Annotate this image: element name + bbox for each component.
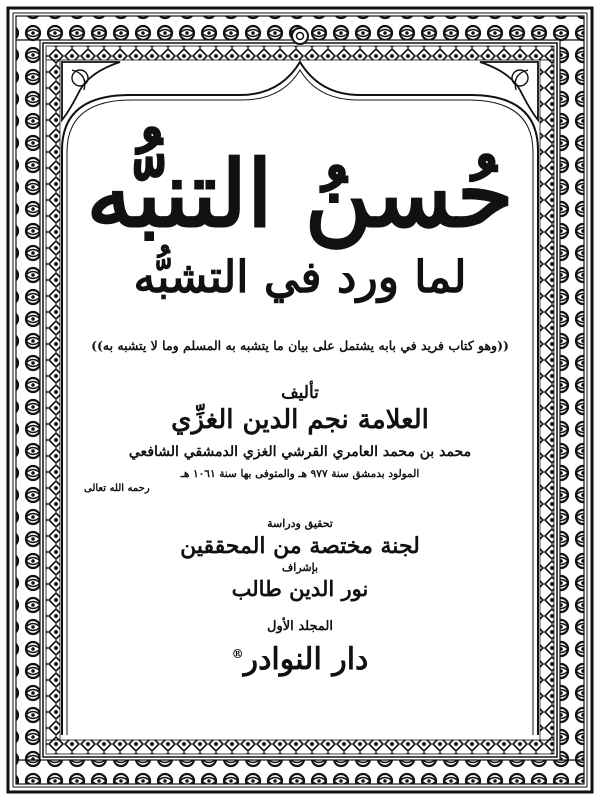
- book-title: حُسنُ التنبُّه: [86, 140, 514, 248]
- author-blessing: رحمه الله تعالى: [84, 483, 150, 494]
- title-page-content: [70, 120, 530, 740]
- supervisor-name: نور الدين طالب: [231, 576, 369, 601]
- author-title: العلامة نجم الدين الغزِّي: [171, 405, 429, 435]
- volume-label: المجلد الأول: [267, 619, 333, 634]
- publisher-name: [70, 636, 530, 678]
- author-dates: المولود بدمشق سنة ٩٧٧ هـ والمتوفى بها سنة ١٠٦١ هـ: [180, 468, 420, 480]
- book-subtitle: لما ورد في التشبُّه: [133, 252, 467, 303]
- review-label: تحقيق ودراسة: [267, 517, 333, 530]
- author-full-name: محمد بن محمد العامري القرشي الغزي الدمشقي الشافعي: [128, 444, 472, 460]
- authorship-label: تأليف: [281, 383, 319, 403]
- review-committee: لجنة مختصة من المحققين: [180, 533, 420, 559]
- review-block: [70, 516, 530, 602]
- registered-mark: ®: [231, 647, 244, 661]
- book-description: ((وهو كتاب فريد في بابه يشتمل على بيان ما يتشبه به المسلم وما لا يتشبه به)): [91, 338, 509, 353]
- supervision-label: بإشراف: [281, 561, 319, 574]
- publisher-text: دار النوادر: [243, 642, 369, 677]
